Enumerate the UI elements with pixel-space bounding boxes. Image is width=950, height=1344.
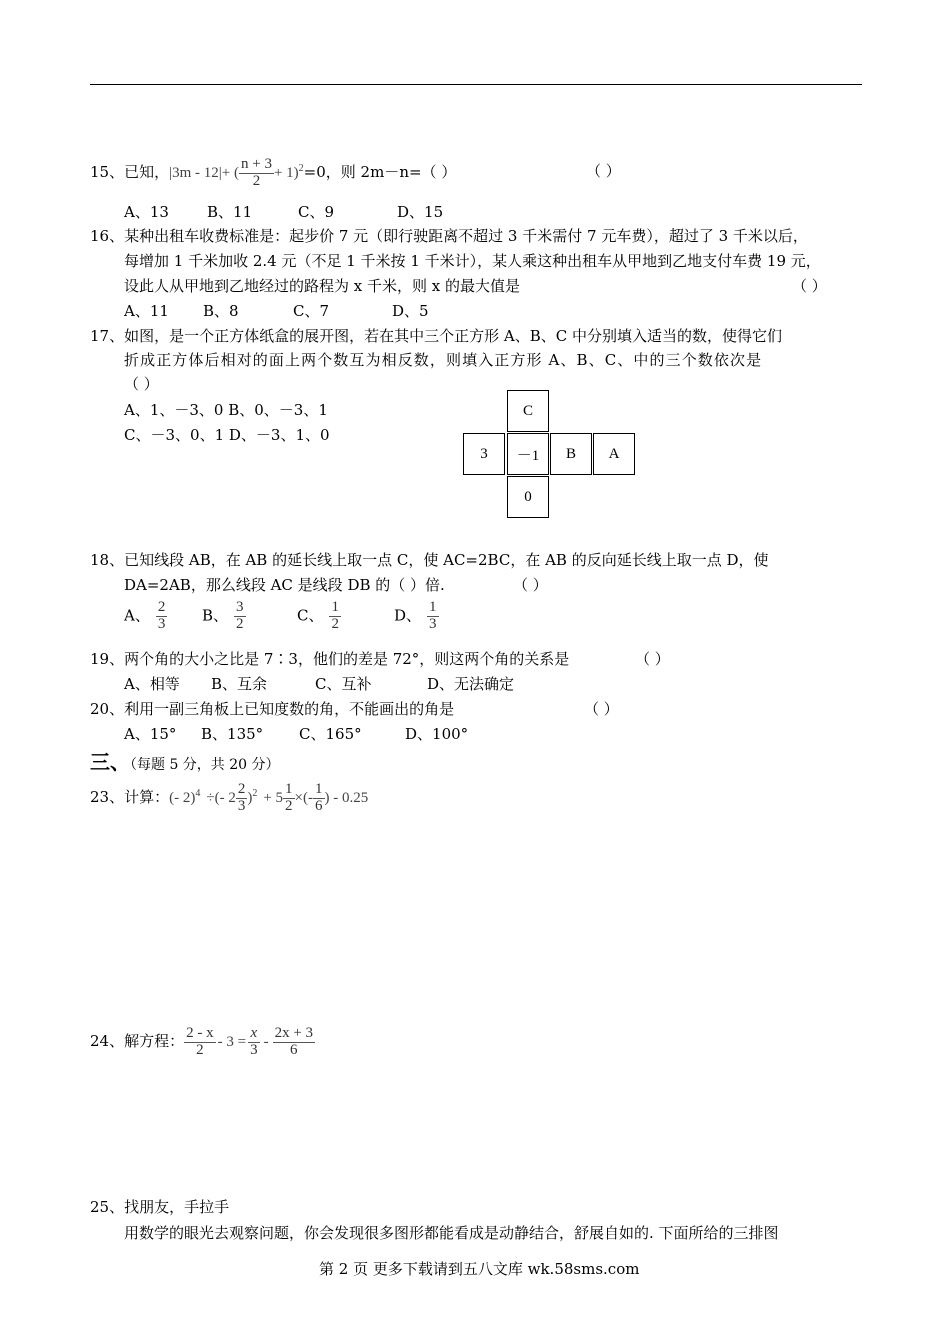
q16-option-a: A、11	[124, 302, 169, 320]
q23-p6: ) - 0.25	[324, 790, 369, 806]
q19-option-d: D、无法确定	[427, 675, 515, 693]
q24-f1-den: 2	[196, 1041, 204, 1058]
q24-f3-den: 6	[290, 1041, 298, 1058]
q18-option-c-label: C、	[297, 606, 324, 625]
q16-line3: 设此人从甲地到乙地经过的路程为 x 千米，则 x 的最大值是	[124, 277, 520, 295]
q15-answer-paren: （ ）	[586, 162, 621, 180]
q25-line1: 用数学的眼光去观察问题，你会发现很多图形都能看成是动静结合，舒展自如的. 下面所给的三排图	[124, 1224, 779, 1242]
q19-option-b: B、互余	[211, 675, 268, 693]
question-15	[90, 156, 456, 189]
q23-fraction-2	[283, 782, 295, 815]
q24-m2: -	[263, 1034, 269, 1050]
q15-abs: |3m - 12|	[169, 165, 222, 181]
q23-e2: 2	[252, 788, 258, 799]
q24-f2-num: x	[248, 1026, 260, 1043]
q20-option-d: D、100°	[405, 725, 469, 743]
section-3-title: 三、	[90, 750, 130, 774]
q23-e1: 4	[195, 788, 201, 799]
q23-p2: ÷(- 2	[206, 790, 236, 806]
q19-option-a: A、相等	[124, 675, 180, 693]
question-24	[90, 1021, 315, 1062]
q23-p5: ×(-	[294, 790, 313, 806]
q18-option-d	[394, 600, 439, 633]
q18-option-d-fraction	[427, 600, 439, 633]
net-cell-b: B	[550, 433, 592, 475]
q16-line2: 每增加 1 千米加收 2.4 元（不足 1 千米按 1 千米计），某人乘这种出租车从甲地到乙地支付车费 19 元，	[124, 252, 821, 270]
q18-line2: DA=2AB，那么线段 AC 是线段 DB 的（ ）倍.	[124, 576, 445, 594]
q16-answer-paren: （ ）	[792, 277, 827, 295]
header-rule	[90, 84, 862, 85]
q23-f1-den: 3	[237, 797, 246, 814]
q23-f3-den: 6	[315, 797, 323, 814]
q23-f1-num: 2	[237, 780, 246, 797]
q25-title: 25、找朋友，手拉手	[90, 1198, 230, 1216]
q17-line1: 17、如图，是一个正方体纸盒的展开图，若在其中三个正方形 A、B、C 中分别填入适当的数，使得它们	[90, 327, 782, 345]
q15-fraction	[239, 157, 274, 190]
q15-exp: 2	[298, 163, 304, 174]
q18-a-den: 3	[157, 615, 166, 632]
q19-option-c: C、互补	[315, 675, 372, 693]
q20-line: 20、利用一副三角板上已知度数的角，不能画出的角是	[90, 700, 455, 718]
page-footer: 第 2 页 更多下载请到五八文库 wk.58sms.com	[319, 1260, 640, 1278]
q17-line3: （ ）	[124, 375, 159, 393]
q20-option-c: C、165°	[299, 725, 362, 743]
q15-frac-den: 2	[252, 172, 261, 189]
net-cell-3: 3	[463, 433, 505, 475]
q17-options-cd: C、－3、0、1 D、－3、1、0	[124, 426, 330, 444]
q18-d-num: 1	[429, 599, 437, 615]
q18-option-c-fraction	[329, 600, 341, 633]
q23-fraction-1	[236, 782, 248, 815]
q15-option-b: B、11	[207, 203, 253, 221]
q15-option-a: A、13	[124, 203, 169, 221]
q15-label: 15、已知，	[90, 163, 170, 181]
q18-b-num: 3	[236, 599, 244, 615]
q16-option-c: C、7	[293, 302, 330, 320]
q23-f3-num: 1	[315, 780, 323, 797]
q18-c-num: 1	[331, 599, 339, 615]
q20-option-a: A、15°	[124, 725, 177, 743]
q18-line1: 18、已知线段 AB，在 AB 的延长线上取一点 C，使 AC=2BC，在 AB 的反向延长线上取一点 D，使	[90, 551, 769, 569]
q18-option-c	[297, 600, 341, 633]
q18-a-num: 2	[157, 599, 166, 615]
q23-fraction-3	[313, 782, 325, 815]
q24-f1-num: 2 - x	[186, 1024, 214, 1041]
q18-answer-paren: （ ）	[513, 576, 548, 594]
q18-option-b-fraction	[234, 600, 246, 633]
q17-options-ab: A、1、－3、0 B、0、－3、1	[124, 401, 328, 419]
q24-f2-den: 3	[250, 1041, 258, 1058]
q15-rest: =0，则 2m－n=（ ）	[303, 163, 457, 181]
q18-option-a-label: A、	[124, 606, 150, 625]
q15-frac-num: n + 3	[240, 155, 272, 172]
q15-option-c: C、9	[298, 203, 335, 221]
q16-option-d: D、5	[392, 302, 429, 320]
q18-option-b-label: B、	[202, 606, 229, 625]
q24-fraction-2	[248, 1026, 260, 1059]
net-cell-0: 0	[507, 476, 549, 518]
q24-m1: - 3 =	[217, 1034, 247, 1050]
question-23	[90, 774, 368, 818]
q18-option-b	[202, 600, 246, 633]
section-3-note: （每题 5 分，共 20 分）	[130, 757, 280, 773]
q24-fraction-1	[184, 1026, 216, 1059]
q23-p4: + 5	[263, 790, 284, 806]
q23-p3: )	[247, 790, 253, 806]
q15-tail: + 1)	[273, 165, 299, 181]
q18-c-den: 2	[331, 615, 339, 632]
q24-f3-num: 2x + 3	[274, 1024, 314, 1041]
q18-b-den: 2	[236, 615, 244, 632]
net-cell-c: C	[507, 390, 549, 432]
q16-option-b: B、8	[203, 302, 239, 320]
q23-p1: (- 2)	[169, 790, 196, 806]
q18-d-den: 3	[429, 615, 437, 632]
q19-line: 19、两个角的大小之比是 7∶3，他们的差是 72°，则这两个角的关系是	[90, 650, 570, 668]
q18-option-a	[124, 600, 167, 633]
q23-f2-den: 2	[285, 797, 293, 814]
q17-line2: 折成正方体后相对的面上两个数互为相反数，则填入正方形 A、B、C、中的三个数依次是	[124, 351, 763, 369]
net-cell-neg1: －1	[507, 433, 549, 475]
q24-label: 24、解方程：	[90, 1032, 185, 1050]
q24-fraction-3	[273, 1026, 315, 1059]
q23-f2-num: 1	[285, 780, 293, 797]
q18-option-a-fraction	[156, 600, 168, 633]
q20-option-b: B、135°	[201, 725, 264, 743]
q15-plus: + (	[221, 165, 239, 181]
net-cell-a: A	[593, 433, 635, 475]
section-3-heading	[90, 746, 280, 775]
q20-answer-paren: （ ）	[584, 700, 619, 718]
q15-option-d: D、15	[397, 203, 444, 221]
q19-answer-paren: （ ）	[635, 650, 670, 668]
q23-label: 23、计算：	[90, 788, 170, 806]
q18-option-d-label: D、	[394, 606, 422, 625]
q16-line1: 16、某种出租车收费标准是：起步价 7 元（即行驶距离不超过 3 千米需付 7 元车费），超过了 3 千米以后，	[90, 227, 808, 245]
